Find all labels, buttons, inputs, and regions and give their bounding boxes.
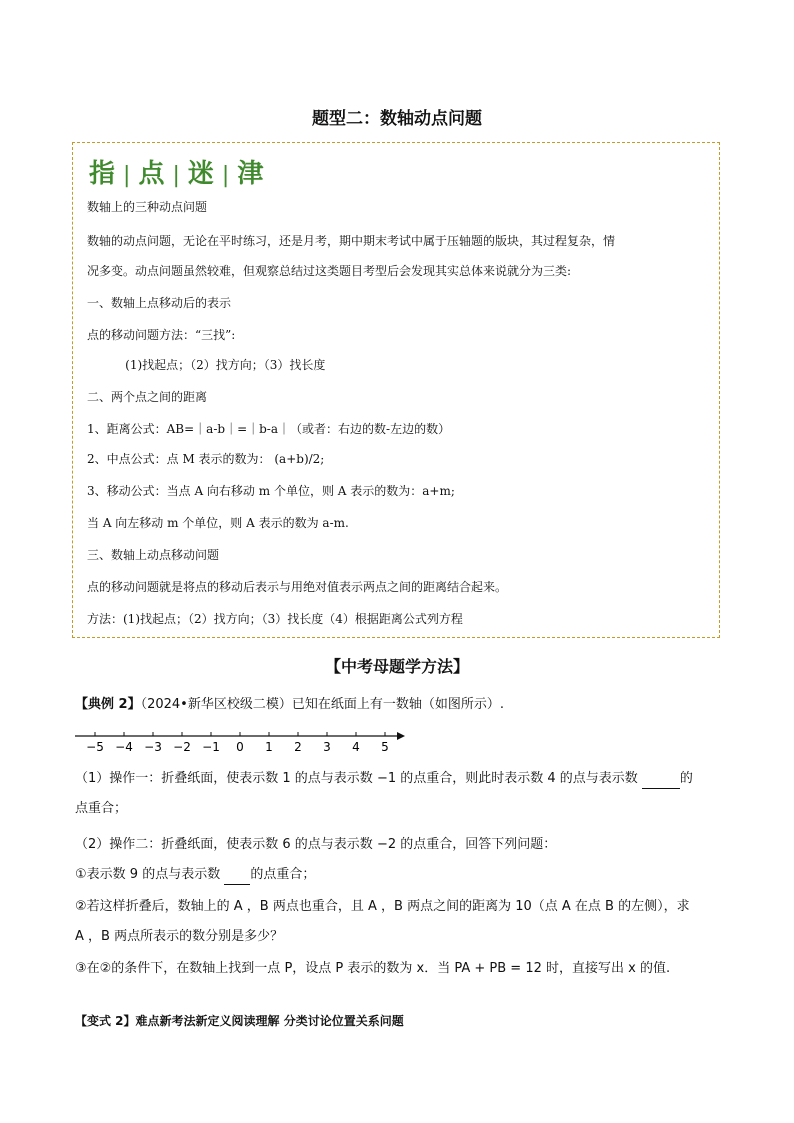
answer-blank[interactable]	[642, 770, 680, 789]
number-line-tick-label: −2	[173, 740, 191, 754]
tips-header: 指 | 点 | 迷 | 津	[89, 159, 266, 189]
number-line-tick-label: −1	[202, 740, 220, 754]
tips-header-char: 点	[138, 159, 167, 189]
tips-header-char: 指	[89, 159, 118, 189]
question-1-text-end: 的	[679, 771, 693, 786]
tips-line: 1、距离公式：AB=｜a-b｜=｜b-a｜（或者：右边的数-左边的数）	[87, 422, 451, 436]
tips-header-char: 迷	[187, 159, 216, 189]
question-2-1-text-end: 的点重合；	[250, 867, 316, 882]
question-1	[75, 770, 693, 789]
number-line-tick-label: 2	[294, 740, 302, 754]
tips-line: 2、中点公式：点 M 表示的数为： (a+b)/2;	[87, 452, 325, 466]
example-source: （2024•新华区校级二模）已知在纸面上有一数轴（如图所示）.	[140, 697, 504, 712]
example-intro	[75, 696, 504, 714]
question-2-1	[75, 866, 315, 885]
tips-line: 3、移动公式：当点 A 向右移动 m 个单位，则 A 表示的数为：a+m;	[87, 484, 455, 498]
number-line-tick-label: 0	[236, 740, 244, 754]
number-line-tick-label: −4	[115, 740, 133, 754]
number-line-arrow-icon	[397, 732, 405, 740]
tips-line: 点的移动问题就是将点的移动后表示与用绝对值表示两点之间的距离结合起来。	[87, 580, 508, 594]
number-line-tick-label: 1	[265, 740, 273, 754]
number-line-tick-label: 3	[323, 740, 331, 754]
tips-line: 三、数轴上动点移动问题	[87, 548, 220, 562]
number-line-tick-label: 5	[381, 740, 389, 754]
question-1-text: （1）操作一：折叠纸面，使表示数 1 的点与表示数 −1 的点重合，则此时表示数 4 的点与表示数	[75, 771, 642, 786]
question-1-cont: 点重合；	[75, 801, 128, 816]
number-line	[75, 726, 405, 756]
number-line-tick-label: −3	[144, 740, 162, 754]
variant-label: 【变式 2】	[75, 1014, 136, 1028]
tips-line: 数轴上的三种动点问题	[87, 200, 208, 214]
question-2: （2）操作二：折叠纸面，使表示数 6 的点与表示数 −2 的点重合，回答下列问题：	[75, 837, 557, 852]
tips-line: 一、数轴上点移动后的表示	[87, 296, 232, 310]
number-line-tick-label: 4	[352, 740, 360, 754]
tips-line: 当 A 向左移动 m 个单位，则 A 表示的数为 a-m.	[87, 516, 349, 530]
page-title: 题型二：数轴动点问题	[312, 109, 482, 129]
tips-line: 数轴的动点问题，无论在平时练习，还是月考，期中期末考试中属于压轴题的版块，其过程复杂，情	[87, 234, 616, 248]
question-2-2-cont: A ，B 两点所表示的数分别是多少？	[75, 929, 284, 944]
tips-line: (1)找起点；（2）找方向；（3）找长度	[87, 358, 326, 372]
tips-line: 况多变。动点问题虽然较难，但观察总结过这类题目考型后会发现其实总体来说就分为三类:	[87, 264, 572, 278]
tips-header-char: 津	[237, 159, 266, 189]
section-title: 【中考母题学方法】	[324, 657, 469, 676]
answer-blank[interactable]	[224, 866, 250, 885]
variant-text: 难点新考法新定义阅读理解 分类讨论位置关系问题	[135, 1014, 404, 1028]
number-line-tick-label: −5	[86, 740, 104, 754]
tips-line: 点的移动问题方法：“三找”:	[87, 328, 236, 342]
question-2-2: ②若这样折叠后，数轴上的 A ，B 两点也重合，且 A ，B 两点之间的距离为 10（点 A 在点 B 的左侧），求	[75, 899, 690, 914]
tips-box	[72, 142, 720, 638]
question-2-1-text: ①表示数 9 的点与表示数	[75, 867, 225, 882]
variant-line	[75, 1012, 404, 1030]
tips-line: 方法：(1)找起点；（2）找方向；（3）找长度（4）根据距离公式列方程	[87, 612, 463, 626]
question-2-3: ③在②的条件下，在数轴上找到一点 P，设点 P 表示的数为 x．当 PA + PB = 12 时，直接写出 x 的值.	[75, 961, 671, 976]
tips-line: 二、两个点之间的距离	[87, 390, 208, 404]
example-label: 【典例 2】	[75, 697, 141, 712]
